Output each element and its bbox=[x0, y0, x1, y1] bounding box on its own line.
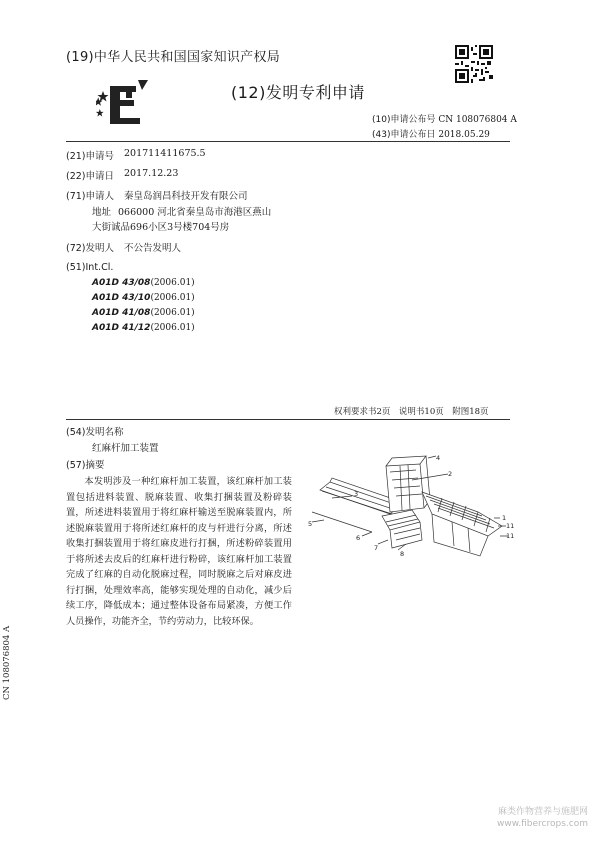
address-line-2: 大街诚品696小区3号楼704号房 bbox=[92, 222, 230, 233]
abstract-paragraph: 本发明涉及一种红麻杆加工装置，该红麻杆加工装置包括进料装置、脱麻装置、收集打捆装置及粉碎装置，所述进料装置用于将红麻杆输送至脱麻装置内，所述脱麻装置用于将所述红麻杆的皮与杆进行分离，所述收集打捆装置用于将红麻皮进行打捆，所述粉碎装置用于将所述去皮后的红麻杆进行粉碎，该红麻杆加工装置完成了红麻的自动化脱麻过程，同时脱麻之后对麻皮进行打捆，处理效率高，能够实现处理的自动化，减少后续工序，降低成本；通过整体设备布局紧凑，方便工作人员操作，功能齐全，节约劳动力，比较环保。 bbox=[66, 476, 292, 627]
filing-date-label: (22)申请日 bbox=[66, 171, 115, 182]
figure-label: 11 bbox=[506, 532, 514, 540]
figure-label: 8 bbox=[400, 550, 405, 558]
address-label: 地址 bbox=[92, 207, 112, 218]
abstract-label: (57)摘要 bbox=[66, 460, 105, 471]
ipc-version: (2006.01) bbox=[150, 293, 195, 303]
invention-title: 红麻杆加工装置 bbox=[92, 443, 159, 454]
ipc-code: A01D 43/10 bbox=[92, 293, 151, 303]
cnipa-emblem-icon bbox=[96, 78, 150, 128]
abstract-text bbox=[66, 474, 292, 629]
address-line-1: 066000 河北省秦皇岛市海港区燕山 bbox=[118, 207, 272, 218]
publication-date: 2018.05.29 bbox=[438, 130, 490, 140]
pages-info: 权利要求书2页 说明书10页 附图18页 bbox=[334, 407, 489, 417]
figure-label: 1 bbox=[502, 514, 507, 522]
figure-label: 11 bbox=[506, 522, 514, 530]
int-cl-label: (51)Int.Cl. bbox=[66, 262, 114, 273]
application-number: 201711411675.5 bbox=[124, 148, 206, 159]
publication-date-row bbox=[372, 127, 490, 140]
publication-number-row bbox=[372, 112, 517, 125]
section-divider bbox=[66, 419, 510, 420]
filing-date: 2017.12.23 bbox=[124, 168, 179, 179]
figure-label: 7 bbox=[374, 544, 379, 552]
figure-label: 6 bbox=[356, 534, 361, 542]
figure-label: 2 bbox=[448, 470, 453, 478]
ipc-entry bbox=[92, 293, 195, 303]
watermark-line-2: www.fibercrops.com bbox=[497, 819, 588, 829]
ipc-entry bbox=[92, 323, 195, 333]
ipc-code: A01D 43/08 bbox=[92, 278, 151, 288]
figure-label: 5 bbox=[308, 520, 313, 528]
ipc-version: (2006.01) bbox=[150, 308, 195, 318]
qr-code bbox=[455, 45, 493, 83]
ipc-code: A01D 41/12 bbox=[92, 323, 151, 333]
invention-title-label: (54)发明名称 bbox=[66, 427, 124, 438]
applicant-label: (71)申请人 bbox=[66, 191, 115, 202]
ipc-entry bbox=[92, 308, 195, 318]
office-name: (19)中华人民共和国国家知识产权局 bbox=[66, 50, 281, 65]
publication-number-label: (10)申请公布号 bbox=[372, 115, 436, 125]
representative-figure bbox=[302, 452, 514, 564]
ipc-version: (2006.01) bbox=[150, 278, 195, 288]
inventor-label: (72)发明人 bbox=[66, 243, 115, 254]
figure-label: 4 bbox=[436, 454, 441, 462]
ipc-code: A01D 41/08 bbox=[92, 308, 151, 318]
side-publication-number: CN 108076804 A bbox=[2, 625, 12, 700]
applicant: 秦皇岛润昌科技开发有限公司 bbox=[124, 191, 248, 202]
inventor: 不公告发明人 bbox=[124, 243, 182, 254]
document-type: (12)发明专利申请 bbox=[231, 83, 365, 102]
ipc-version: (2006.01) bbox=[150, 323, 195, 333]
figure-label: 3 bbox=[354, 490, 359, 498]
publication-date-label: (43)申请公布日 bbox=[372, 130, 436, 140]
ipc-entry bbox=[92, 278, 195, 288]
watermark bbox=[462, 806, 588, 830]
publication-number: CN 108076804 A bbox=[438, 115, 517, 125]
watermark-line-1: 麻类作物营养与施肥网 bbox=[497, 807, 588, 817]
application-number-label: (21)申请号 bbox=[66, 151, 115, 162]
header-divider bbox=[66, 141, 510, 142]
